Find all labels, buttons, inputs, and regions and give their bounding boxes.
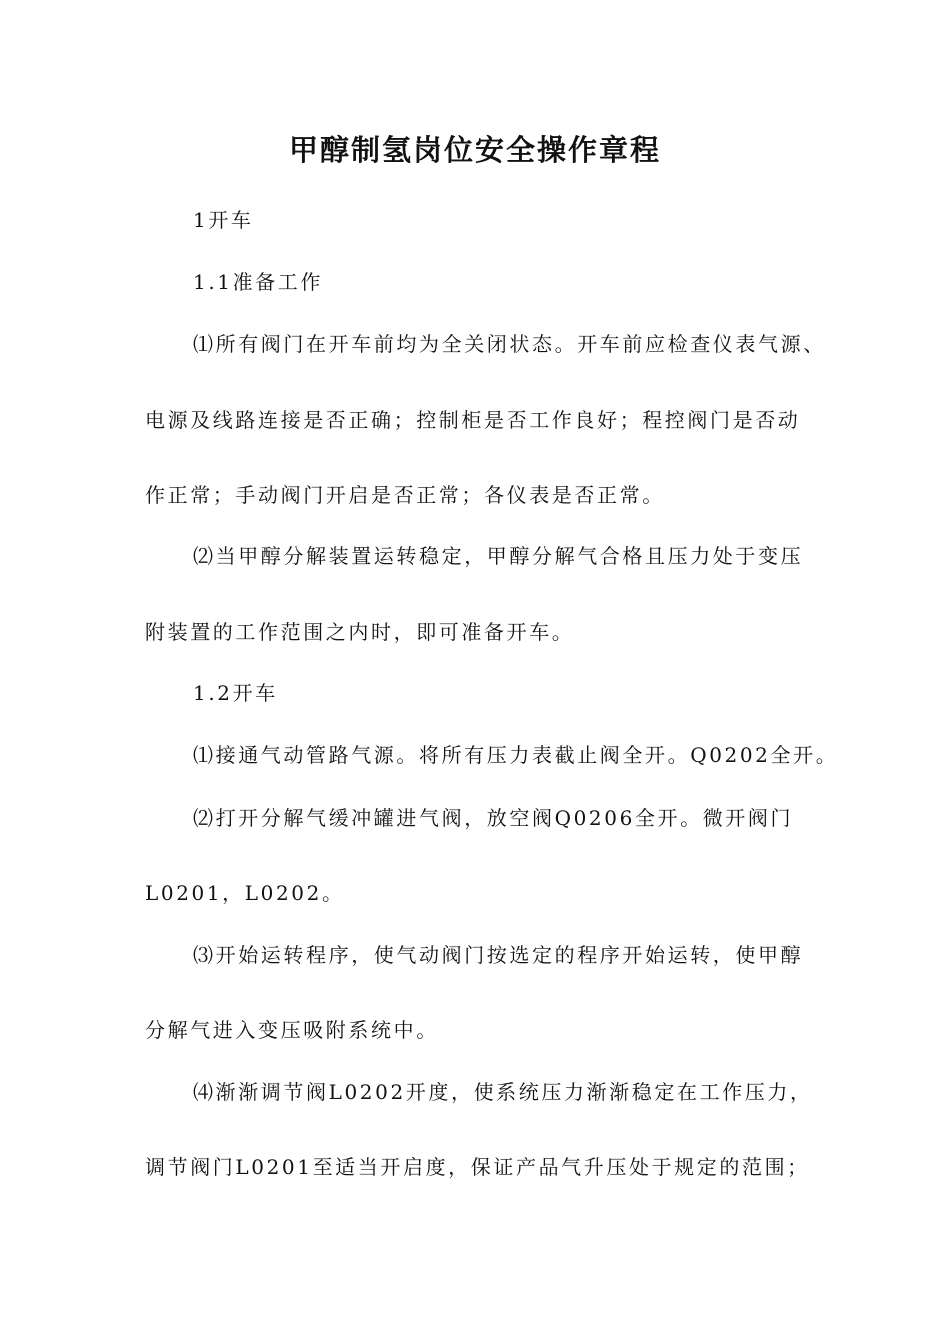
paragraph-line: ⑵当甲醇分解装置运转稳定，甲醇分解气合格且压力处于变压 [193, 544, 804, 568]
paragraph-line: ⑴接通气动管路气源。将所有压力表截止阀全开。Q0202全开。 [193, 743, 839, 767]
paragraph-line: L0201，L0202。 [145, 881, 345, 905]
paragraph-line: 作正常；手动阀门开启是否正常；各仪表是否正常。 [145, 483, 665, 507]
section-heading-1: 1开车 [193, 208, 254, 232]
paragraph-line: ⑷渐渐调节阀L0202开度，使系统压力渐渐稳定在工作压力， [193, 1080, 813, 1104]
paragraph-line: 分解气进入变压吸附系统中。 [145, 1018, 439, 1042]
paragraph-line: ⑶开始运转程序，使气动阀门按选定的程序开始运转，使甲醇 [193, 943, 804, 967]
paragraph-line: 调节阀门L0201至适当开启度，保证产品气升压处于规定的范围； [145, 1155, 810, 1179]
subsection-heading-1-2: 1.2开车 [193, 681, 278, 705]
document-title: 甲醇制氢岗位安全操作章程 [288, 133, 661, 167]
paragraph-line: 附装置的工作范围之内时，即可准备开车。 [145, 620, 575, 644]
subsection-heading-1-1: 1.1准备工作 [193, 270, 324, 294]
paragraph-line: ⑴所有阀门在开车前均为全关闭状态。开车前应检查仪表气源、 [193, 332, 826, 356]
paragraph-line: 电源及线路连接是否正确；控制柜是否工作良好；程控阀门是否动 [145, 408, 801, 432]
paragraph-line: ⑵打开分解气缓冲罐进气阀，放空阀Q0206全开。微开阀门 [193, 806, 794, 830]
